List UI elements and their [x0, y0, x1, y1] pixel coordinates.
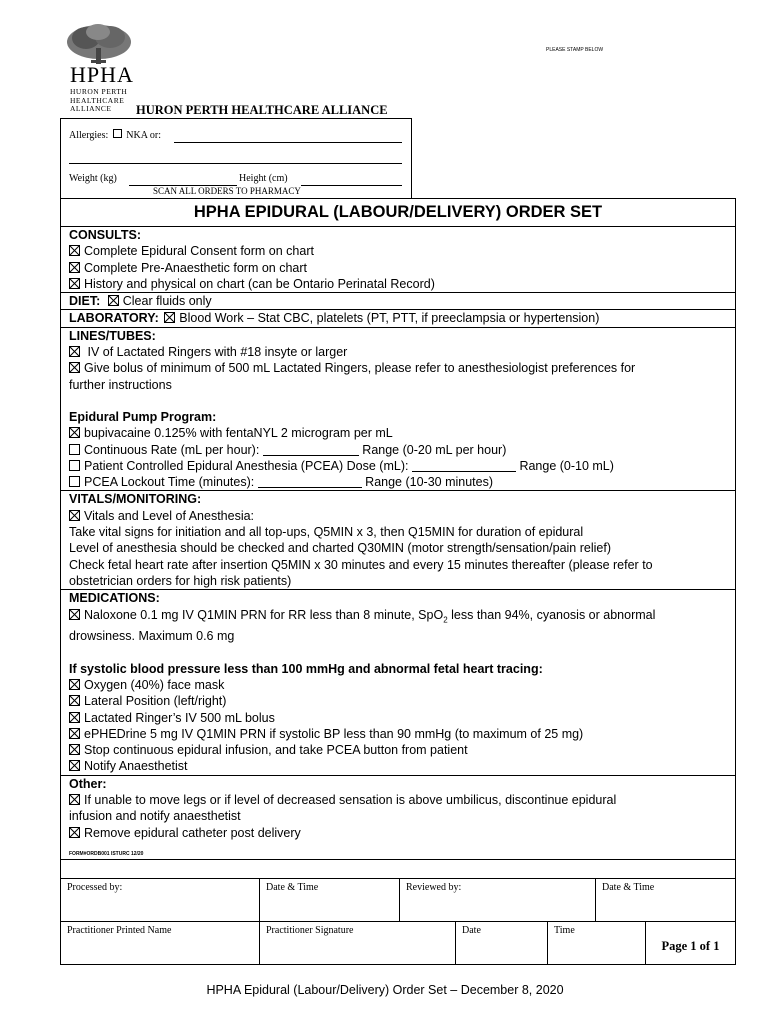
checked-checkbox[interactable]	[69, 827, 80, 838]
logo-wordmark: HPHA	[70, 62, 134, 87]
checked-checkbox[interactable]	[69, 362, 80, 373]
order-set-table	[60, 198, 736, 965]
checked-checkbox[interactable]	[164, 312, 175, 323]
vitals-text: Take vital signs for initiation and all top-ups, Q5MIN x 3, then Q15MIN for duration of epidural	[69, 525, 584, 540]
practitioner-date-cell[interactable]: Date	[455, 922, 547, 964]
height-label: Height (cm)	[239, 173, 288, 184]
checkbox[interactable]	[69, 476, 80, 487]
order-set-title: HPHA EPIDURAL (LABOUR/DELIVERY) ORDER SET	[193, 203, 603, 221]
processed-by-cell[interactable]: Processed by:	[67, 881, 123, 893]
vitals-text: obstetrician orders for high risk patients)	[69, 573, 292, 588]
list-item-continuation: infusion and notify anaesthetist	[69, 809, 241, 824]
medications-section	[61, 589, 735, 774]
subsection-heading: If systolic blood pressure less than 100 mmHg and abnormal fetal heart tracing:	[69, 661, 543, 676]
checked-checkbox[interactable]	[69, 679, 80, 690]
spacer-row	[61, 859, 735, 878]
checked-checkbox[interactable]	[69, 278, 80, 289]
section-heading: MEDICATIONS:	[69, 591, 160, 606]
list-item: Lactated Ringer’s IV 500 mL bolus	[69, 710, 735, 726]
checked-checkbox[interactable]	[108, 295, 119, 306]
list-item: History and physical on chart (can be Ontario Perinatal Record)	[69, 276, 735, 292]
list-item: IV of Lactated Ringers with #18 insyte or larger	[69, 344, 735, 360]
checked-checkbox[interactable]	[69, 695, 80, 706]
pcea-lockout-field[interactable]	[258, 487, 362, 488]
practitioner-name-cell[interactable]: Practitioner Printed Name	[67, 924, 172, 936]
list-item: Continuous Rate (mL per hour): Range (0-20 mL per hour)	[69, 442, 735, 458]
other-section	[61, 775, 735, 859]
list-item: Lateral Position (left/right)	[69, 693, 735, 709]
diet-section: DIET: Clear fluids only	[61, 292, 735, 309]
list-item: PCEA Lockout Time (minutes): Range (10-30 minutes)	[69, 474, 735, 490]
allergies-field-line-2[interactable]	[69, 163, 402, 164]
section-heading: VITALS/MONITORING:	[69, 492, 202, 507]
nka-checkbox[interactable]	[113, 129, 122, 138]
list-item: Complete Epidural Consent form on chart	[69, 243, 735, 259]
patient-info-box	[60, 118, 412, 199]
checked-checkbox[interactable]	[69, 510, 80, 521]
practitioner-row	[61, 921, 735, 964]
list-item: Remove epidural catheter post delivery	[69, 825, 735, 841]
section-heading: LABORATORY:	[69, 311, 159, 326]
list-item: Complete Pre-Anaesthetic form on chart	[69, 260, 735, 276]
page-number: Page 1 of 1	[645, 922, 735, 964]
list-item: If unable to move legs or if level of decreased sensation is above umbilicus, discontinue epidural	[69, 792, 735, 808]
vitals-monitoring-section	[61, 490, 735, 589]
practitioner-time-cell[interactable]: Time	[547, 922, 645, 964]
allergies-field[interactable]	[174, 142, 402, 143]
logo-subtitle: HURON PERTH HEALTHCARE ALLIANCE	[70, 87, 128, 113]
list-item: Give bolus of minimum of 500 mL Lactated Ringers, please refer to anesthesiologist preferences for	[69, 360, 735, 376]
vitals-text: Level of anesthesia should be checked and charted Q30MIN (motor strength/sensation/pain relief)	[69, 541, 611, 556]
vitals-text: Check fetal heart rate after insertion Q5MIN x 30 minutes and every 15 minutes thereafter (please refer to	[69, 557, 653, 572]
section-heading: CONSULTS:	[69, 228, 141, 242]
lines-tubes-section	[61, 327, 735, 491]
checked-checkbox[interactable]	[69, 262, 80, 273]
section-heading: LINES/TUBES:	[69, 328, 156, 343]
processed-date-time-cell[interactable]: Date & Time	[259, 879, 399, 921]
list-item: Vitals and Level of Anesthesia:	[69, 508, 735, 524]
subsection-heading: Epidural Pump Program:	[69, 409, 217, 424]
processing-row	[61, 878, 735, 921]
list-item: Notify Anaesthetist	[69, 758, 735, 774]
practitioner-signature-cell[interactable]: Practitioner Signature	[259, 922, 455, 964]
list-item-continuation: drowsiness. Maximum 0.6 mg	[69, 629, 235, 644]
checked-checkbox[interactable]	[69, 760, 80, 771]
list-item: Patient Controlled Epidural Anesthesia (PCEA) Dose (mL): Range (0-10 mL)	[69, 458, 735, 474]
checked-checkbox[interactable]	[69, 728, 80, 739]
checkbox[interactable]	[69, 444, 80, 455]
list-item: bupivacaine 0.125% with fentaNYL 2 microgram per mL	[69, 425, 735, 441]
reviewed-date-time-cell[interactable]: Date & Time	[595, 879, 735, 921]
continuous-rate-field[interactable]	[263, 455, 359, 456]
checked-checkbox[interactable]	[69, 427, 80, 438]
checkbox[interactable]	[69, 460, 80, 471]
tree-icon	[64, 22, 134, 64]
checked-checkbox[interactable]	[69, 245, 80, 256]
page-footer: HPHA Epidural (Labour/Delivery) Order Set – December 8, 2020	[206, 983, 564, 997]
checked-checkbox[interactable]	[69, 609, 80, 620]
height-field[interactable]	[301, 185, 402, 186]
hpha-logo	[64, 22, 134, 116]
laboratory-section: LABORATORY: Blood Work – Stat CBC, platelets (PT, PTT, if preeclampsia or hypertension)	[61, 309, 735, 326]
organization-name: HURON PERTH HEALTHCARE ALLIANCE	[136, 103, 388, 117]
list-item: Oxygen (40%) face mask	[69, 677, 735, 693]
form-code: FORM#ORDB001 ISTURC 12/20	[69, 850, 144, 857]
scan-note: SCAN ALL ORDERS TO PHARMACY	[153, 186, 301, 196]
list-item: Stop continuous epidural infusion, and take PCEA button from patient	[69, 742, 735, 758]
weight-label: Weight (kg)	[69, 173, 117, 184]
section-heading: Other:	[69, 776, 107, 791]
consults-section	[61, 226, 735, 292]
checked-checkbox[interactable]	[69, 712, 80, 723]
list-item: ePHEDrine 5 mg IV Q1MIN PRN if systolic BP less than 90 mmHg (to maximum of 25 mg)	[69, 726, 735, 742]
reviewed-by-cell[interactable]: Reviewed by:	[399, 879, 595, 921]
list-item-continuation: further instructions	[69, 377, 172, 392]
stamp-note: PLEASE STAMP BELOW	[546, 47, 604, 53]
pcea-dose-field[interactable]	[412, 471, 516, 472]
checked-checkbox[interactable]	[69, 744, 80, 755]
checked-checkbox[interactable]	[69, 794, 80, 805]
checked-checkbox[interactable]	[69, 346, 80, 357]
allergies-row: Allergies: NKA or:	[69, 130, 161, 141]
section-heading: DIET:	[69, 294, 101, 309]
list-item: Naloxone 0.1 mg IV Q1MIN PRN for RR less than 8 minute, SpO$_2$ less than 94%, cyanosis or abnormal	[69, 607, 735, 629]
